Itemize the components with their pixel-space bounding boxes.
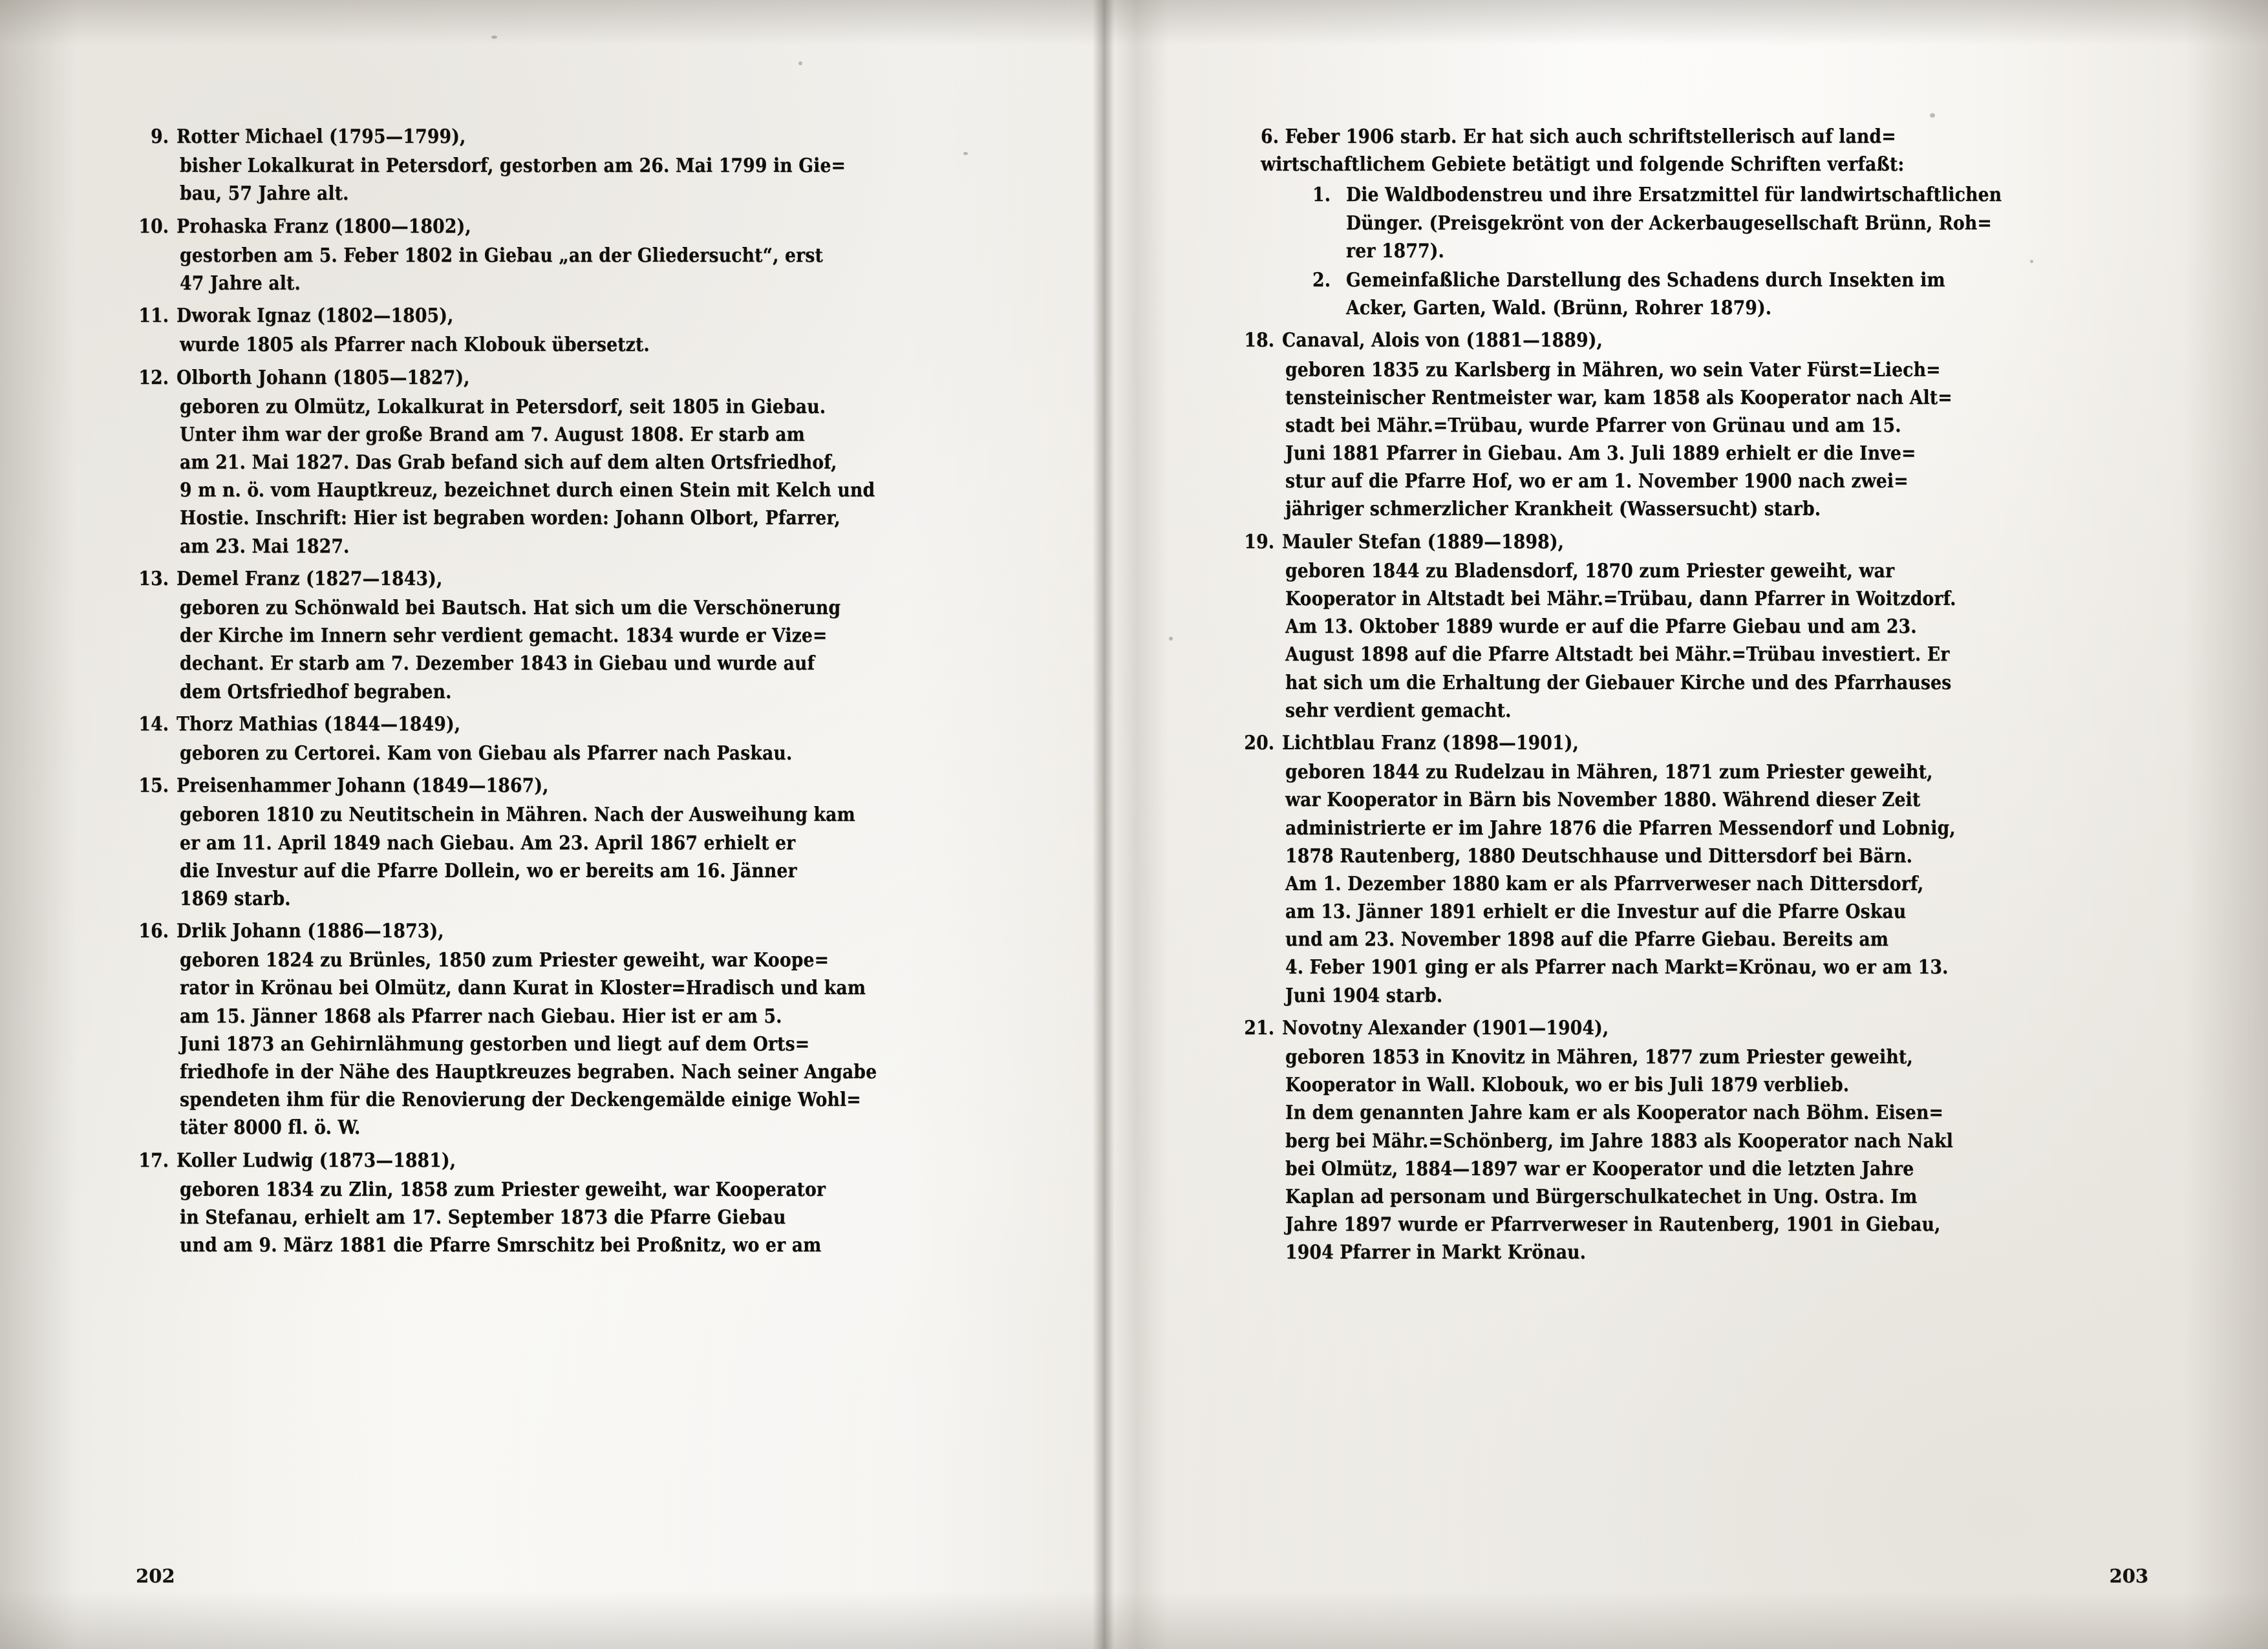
- entry-line: am 23. Mai 1827.: [180, 535, 350, 558]
- entry-line: 1904 Pfarrer in Markt Krönau.: [1285, 1241, 1587, 1264]
- entry-line: tensteinischer Rentmeister war, kam 1858 als Kooperator nach Alt=: [1285, 386, 1952, 409]
- entry-line: bau, 57 Jahre alt.: [180, 182, 349, 206]
- entry-number: 20.: [1244, 731, 1275, 754]
- entry-number: 9.: [151, 125, 169, 148]
- entry-heading-text: Koller Ludwig (1873—1881),: [177, 1149, 456, 1172]
- entry-heading-text: Thorz Mathias (1844—1849),: [177, 712, 461, 736]
- entry-line: geboren 1810 zu Neutitschein in Mähren. Nach der Ausweihung kam: [180, 803, 855, 827]
- entry-line: dem Ortsfriedhof begraben.: [180, 680, 452, 703]
- entry-line: Hostie. Inschrift: Hier ist begraben worden: Johann Olbort, Pfarrer,: [180, 507, 840, 530]
- entry-line: In dem genannten Jahre kam er als Kooperator nach Böhm. Eisen=: [1285, 1101, 1943, 1125]
- entry-line: August 1898 auf die Pfarre Altstadt bei Mähr.=Trübau investiert. Er: [1285, 643, 1950, 666]
- entry-body: [1285, 1043, 2101, 1267]
- entry-line: geboren 1824 zu Brünles, 1850 zum Priester geweiht, war Koope=: [180, 949, 829, 972]
- works-list-item: [1312, 266, 2101, 322]
- entry-heading: [1241, 528, 2088, 556]
- entry-line: Juni 1904 starb.: [1285, 984, 1443, 1007]
- entry-line: geboren 1844 zu Rudelzau in Mähren, 1871 zum Priester geweiht,: [1285, 761, 1933, 784]
- entry-line: wurde 1805 als Pfarrer nach Klobouk übersetzt.: [180, 334, 650, 357]
- entry-line: Kaplan ad personam und Bürgerschulkatechet in Ung. Ostra. Im: [1285, 1185, 1918, 1208]
- entry-line: gestorben am 5. Feber 1802 in Giebau „an der Gliedersucht“, erst: [180, 244, 823, 267]
- left-page-text-column: [136, 123, 976, 1264]
- entry-line: geboren zu Certorei. Kam von Giebau als Pfarrer nach Paskau.: [180, 741, 793, 765]
- continuation-body: [1261, 123, 2101, 178]
- entry-line: er am 11. April 1849 nach Giebau. Am 23. April 1867 erhielt er: [180, 831, 796, 855]
- entry-body: [1285, 356, 2101, 524]
- entry-line: 1878 Rautenberg, 1880 Deutschhause und Dittersdorf bei Bärn.: [1285, 844, 1913, 867]
- entry-body: [180, 331, 976, 359]
- entry-line: 47 Jahre alt.: [180, 271, 301, 295]
- entry-number: 13.: [138, 567, 169, 590]
- continuation-line: wirtschaftlichem Gebiete betätigt und folgende Schriften verfaßt:: [1261, 153, 1905, 176]
- entry-heading-text: Olborth Johann (1805—1827),: [177, 366, 470, 389]
- entry-line: Juni 1873 an Gehirnlähmung gestorben und liegt auf dem Orts=: [180, 1032, 810, 1056]
- right-page: [1125, 0, 2268, 1649]
- entry-body: [180, 1176, 976, 1260]
- entry-number: 16.: [138, 920, 169, 943]
- works-list-item: [1312, 181, 2101, 265]
- works-item-number: 2.: [1312, 268, 1331, 292]
- entry-body: [180, 152, 976, 207]
- entry-heading-text: Lichtblau Franz (1898—1901),: [1282, 731, 1579, 754]
- entry-heading-text: Canaval, Alois von (1881—1889),: [1282, 329, 1603, 352]
- entry-heading-text: Demel Franz (1827—1843),: [177, 567, 443, 590]
- entry-line: geboren 1844 zu Bladensdorf, 1870 zum Priester geweiht, war: [1285, 559, 1895, 582]
- folio-right: 203: [2109, 1565, 2148, 1587]
- entry-line: stur auf die Pfarre Hof, wo er am 1. November 1900 nach zwei=: [1285, 470, 1909, 493]
- entry-number: 19.: [1244, 530, 1275, 553]
- entry-number: 12.: [138, 366, 169, 389]
- entry-line: Am 1. Dezember 1880 kam er als Pfarrverweser nach Dittersdorf,: [1285, 872, 1924, 895]
- entry-line: rator in Krönau bei Olmütz, dann Kurat in Kloster=Hradisch und kam: [180, 977, 866, 1000]
- entry-line: jähriger schmerzlicher Krankheit (Wassersucht) starb.: [1285, 498, 1821, 521]
- entry-line: und am 9. März 1881 die Pfarre Smrschitz bei Proßnitz, wo er am: [180, 1234, 822, 1257]
- priest-entry: [1241, 528, 2101, 725]
- works-item-text: [1346, 266, 2101, 322]
- entry-heading: [136, 302, 964, 330]
- entry-number: 18.: [1244, 329, 1275, 352]
- continued-entry-from-previous-page: [1241, 123, 2101, 322]
- entry-line: 9 m n. ö. vom Hauptkreuz, bezeichnet durch einen Stein mit Kelch und: [180, 479, 875, 502]
- priest-entry: [136, 123, 976, 208]
- entry-line: der Kirche im Innern sehr verdient gemacht. 1834 wurde er Vize=: [180, 624, 828, 648]
- works-list: [1312, 181, 2101, 322]
- entry-line: spendeten ihm für die Renovierung der Deckengemälde einige Wohl=: [180, 1089, 861, 1112]
- entry-number: 10.: [138, 215, 169, 238]
- entry-line: am 15. Jänner 1868 als Pfarrer nach Giebau. Hier ist er am 5.: [180, 1005, 782, 1028]
- entry-line: administrierte er im Jahre 1876 die Pfarren Messendorf und Lobnig,: [1285, 816, 1956, 840]
- priest-entry: [1241, 729, 2101, 1010]
- entry-heading-text: Preisenhammer Johann (1849—1867),: [177, 774, 549, 798]
- entry-heading: [1241, 1014, 2088, 1042]
- entry-body: [180, 946, 976, 1142]
- entry-line: 1869 starb.: [180, 887, 291, 910]
- entry-body: [180, 242, 976, 297]
- entry-line: und am 23. November 1898 auf die Pfarre Giebau. Bereits am: [1285, 928, 1889, 952]
- entry-heading-text: Drlik Johann (1886—1873),: [177, 920, 444, 943]
- entry-line: täter 8000 fl. ö. W.: [180, 1116, 361, 1140]
- priest-entry: [136, 772, 976, 913]
- entry-line: am 13. Jänner 1891 erhielt er die Investur auf die Pfarre Oskau: [1285, 900, 1907, 924]
- entry-heading-text: Rotter Michael (1795—1799),: [177, 125, 466, 148]
- entry-line: war Kooperator in Bärn bis November 1880. Während dieser Zeit: [1285, 789, 1921, 812]
- entry-heading: [136, 565, 964, 593]
- entry-line: geboren 1834 zu Zlin, 1858 zum Priester geweiht, war Kooperator: [180, 1178, 826, 1201]
- entry-number: 11.: [138, 304, 169, 328]
- priest-entry: [1241, 1014, 2101, 1267]
- entry-line: berg bei Mähr.=Schönberg, im Jahre 1883 als Kooperator nach Nakl: [1285, 1129, 1953, 1153]
- priest-entry: [1241, 326, 2101, 523]
- entry-line: dechant. Er starb am 7. Dezember 1843 in Giebau und wurde auf: [180, 652, 815, 676]
- entry-number: 17.: [138, 1149, 169, 1172]
- priest-entry: [136, 1147, 976, 1260]
- works-item-line: rer 1877).: [1346, 239, 1444, 262]
- entry-line: 4. Feber 1901 ging er als Pfarrer nach Markt=Krönau, wo er am 13.: [1285, 956, 1949, 979]
- entry-body: [180, 393, 976, 560]
- left-page: [0, 0, 1099, 1649]
- entry-line: sehr verdient gemacht.: [1285, 699, 1512, 722]
- entry-line: Am 13. Oktober 1889 wurde er auf die Pfarre Giebau und am 23.: [1285, 615, 1917, 639]
- entry-line: geboren 1835 zu Karlsberg in Mähren, wo sein Vater Fürst=Liech=: [1285, 358, 1941, 381]
- priest-entry: [136, 710, 976, 767]
- entry-heading-text: Prohaska Franz (1800—1802),: [177, 215, 471, 238]
- priest-entry: [136, 302, 976, 359]
- priest-entry: [136, 565, 976, 706]
- entry-number: 15.: [138, 774, 169, 798]
- entry-line: friedhofe in der Nähe des Hauptkreuzes begraben. Nach seiner Angabe: [180, 1061, 877, 1083]
- priest-entry: [136, 917, 976, 1142]
- works-item-line: Acker, Garten, Wald. (Brünn, Rohrer 1879).: [1346, 297, 1772, 320]
- entry-line: stadt bei Mähr.=Trübau, wurde Pfarrer von Grünau und am 15.: [1285, 414, 1901, 437]
- entry-heading: [1241, 326, 2088, 354]
- entry-body: [1285, 557, 2101, 725]
- works-item-text: [1346, 181, 2101, 265]
- entry-line: Jahre 1897 wurde er Pfarrverweser in Rautenberg, 1901 in Giebau,: [1285, 1213, 1941, 1237]
- entry-heading: [136, 213, 964, 240]
- entry-body: [180, 739, 976, 767]
- works-item-line: Dünger. (Preisgekrönt von der Ackerbaugesellschaft Brünn, Roh=: [1346, 211, 1992, 235]
- entry-heading: [136, 123, 964, 151]
- entry-heading-text: Dworak Ignaz (1802—1805),: [177, 304, 454, 328]
- entry-heading: [1241, 729, 2088, 757]
- entry-line: Unter ihm war der große Brand am 7. August 1808. Er starb am: [180, 423, 805, 446]
- entry-body: [180, 594, 976, 706]
- entry-body: [1285, 758, 2101, 1010]
- entry-line: geboren 1853 in Knovitz in Mähren, 1877 zum Priester geweiht,: [1285, 1046, 1913, 1069]
- right-page-text-column: [1241, 123, 2101, 1271]
- entry-number: 14.: [138, 712, 169, 736]
- entry-heading: [136, 364, 964, 392]
- entry-heading-text: Novotny Alexander (1901—1904),: [1282, 1016, 1609, 1039]
- entry-body: [180, 801, 976, 913]
- entry-line: geboren zu Schönwald bei Bautsch. Hat sich um die Verschönerung: [180, 597, 841, 619]
- works-item-number: 1.: [1312, 184, 1331, 207]
- folio-left: 202: [136, 1565, 175, 1587]
- entry-line: am 21. Mai 1827. Das Grab befand sich auf dem alten Ortsfriedhof,: [180, 451, 837, 474]
- entry-line: bei Olmütz, 1884—1897 war er Kooperator und die letzten Jahre: [1285, 1157, 1914, 1180]
- entry-number: 21.: [1244, 1016, 1275, 1039]
- entry-line: hat sich um die Erhaltung der Giebauer Kirche und des Pfarrhauses: [1285, 671, 1952, 694]
- entry-heading: [136, 917, 964, 945]
- entry-heading: [136, 1147, 964, 1175]
- entry-line: Kooperator in Altstadt bei Mähr.=Trübau, dann Pfarrer in Woitzdorf.: [1285, 588, 1956, 610]
- works-item-line: Gemeinfaßliche Darstellung des Schadens durch Insekten im: [1346, 268, 1945, 292]
- entry-heading: [136, 710, 964, 738]
- entry-line: die Investur auf die Pfarre Dollein, wo er bereits am 16. Jänner: [180, 859, 797, 882]
- entry-heading: [136, 772, 964, 800]
- entry-line: in Stefanau, erhielt am 17. September 1873 die Pfarre Giebau: [180, 1206, 786, 1229]
- entry-heading-text: Mauler Stefan (1889—1898),: [1282, 530, 1565, 553]
- priest-entry: [136, 213, 976, 298]
- entry-line: Kooperator in Wall. Klobouk, wo er bis Juli 1879 verblieb.: [1285, 1074, 1850, 1097]
- works-item-line: Die Waldbodenstreu und ihre Ersatzmittel für landwirtschaftlichen: [1346, 184, 2002, 207]
- entry-line: Juni 1881 Pfarrer in Giebau. Am 3. Juli 1889 erhielt er die Inve=: [1285, 442, 1916, 465]
- entry-line: geboren zu Olmütz, Lokalkurat in Petersdorf, seit 1805 in Giebau.: [180, 395, 826, 418]
- priest-entry: [136, 364, 976, 560]
- entry-line: bisher Lokalkurat in Petersdorf, gestorben am 26. Mai 1799 in Gie=: [180, 154, 846, 178]
- continuation-line: 6. Feber 1906 starb. Er hat sich auch schriftstellerisch auf land=: [1261, 125, 1896, 148]
